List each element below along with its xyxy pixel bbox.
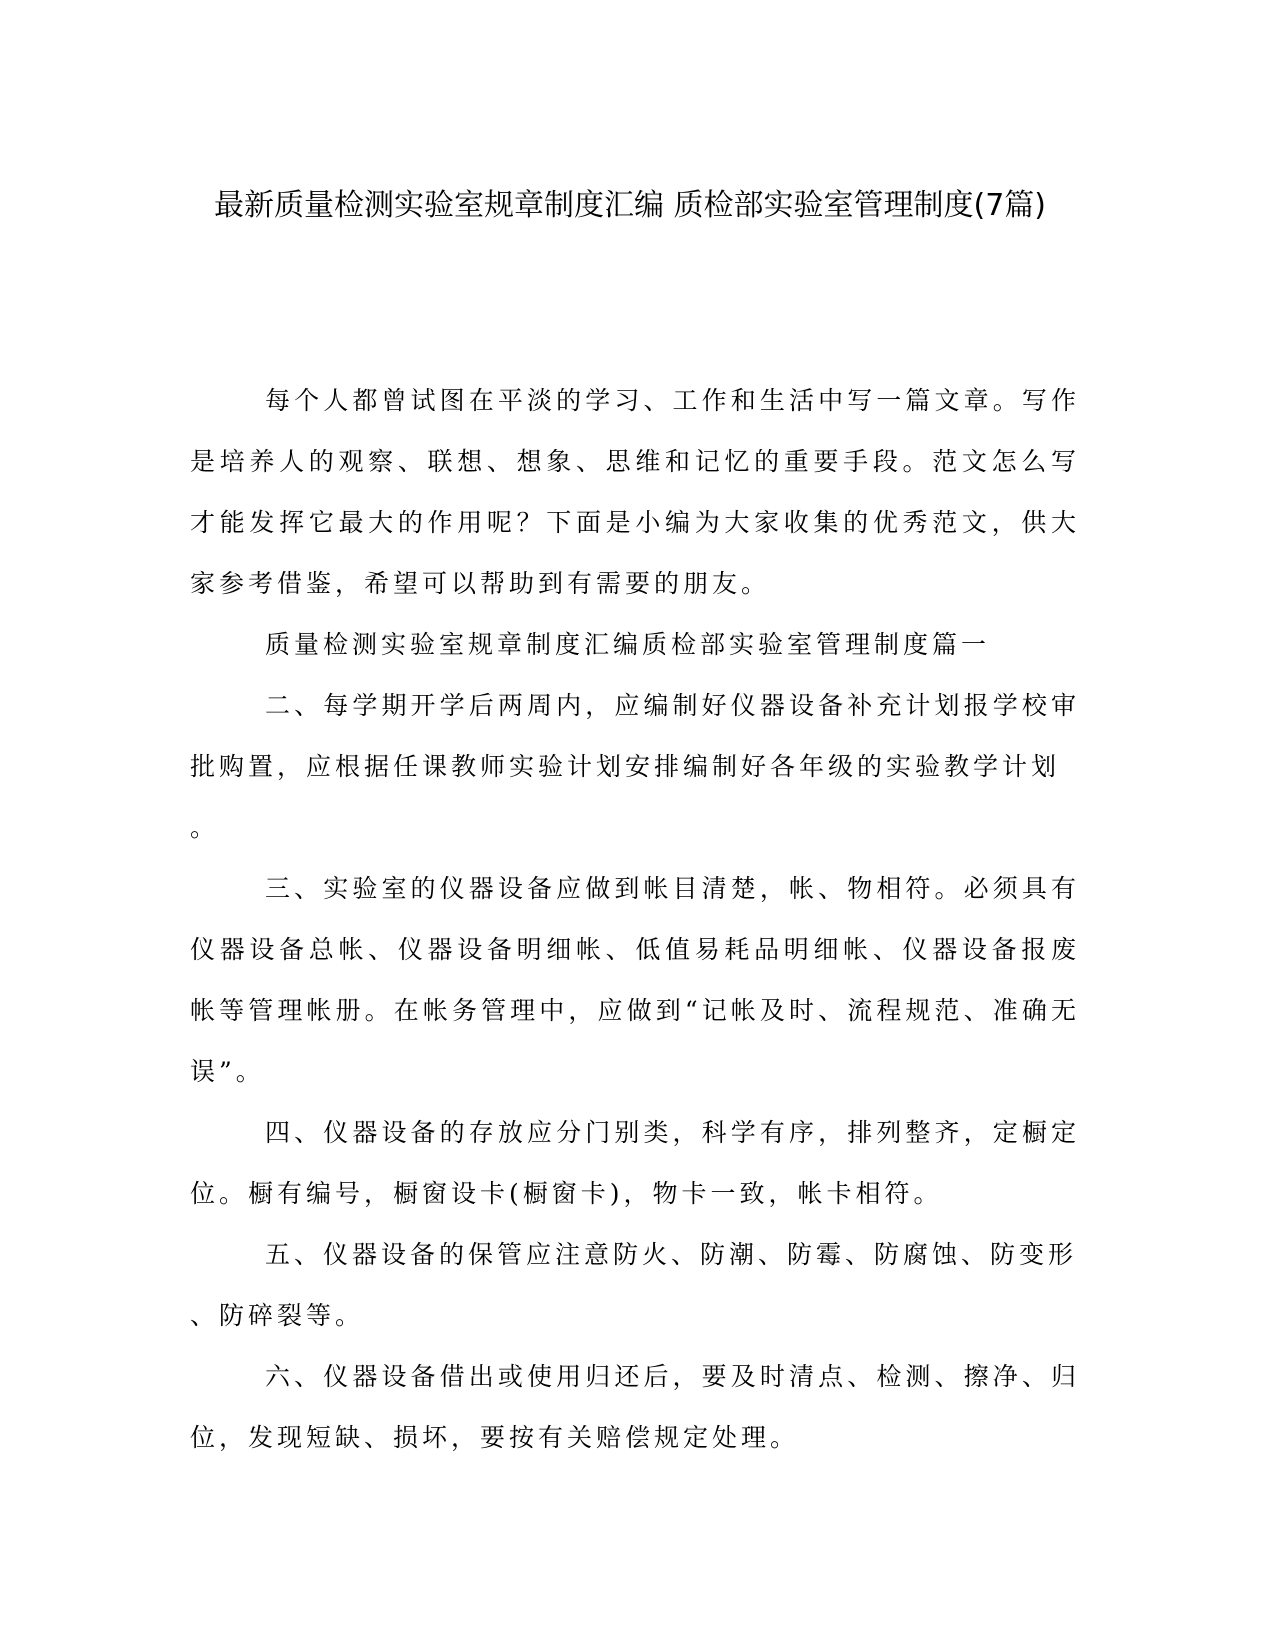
rule-paragraph-2: 二、每学期开学后两周内，应编制好仪器设备补充计划报学校审批购置，应根据任课教师实验计划安排编制好各年级的实验教学计划: [190, 691, 1080, 781]
intro-paragraph: 每个人都曾试图在平淡的学习、工作和生活中写一篇文章。写作是培养人的观察、联想、想象、思维和记忆的重要手段。范文怎么写才能发挥它最大的作用呢？下面是小编为大家收集的优秀范文，供大家参考借鉴，希望可以帮助到有需要的朋友。: [190, 386, 1080, 598]
rule-paragraph-6: 六、仪器设备借出或使用归还后，要及时清点、检测、擦净、归位，发现短缺、损坏，要按有关赔偿规定处理。: [190, 1362, 1080, 1452]
rule-paragraph-3: 三、实验室的仪器设备应做到帐目清楚，帐、物相符。必须具有仪器设备总帐、仪器设备明细帐、低值易耗品明细帐、仪器设备报废帐等管理帐册。在帐务管理中，应做到“记帐及时、流程规范、准确无误”。: [190, 874, 1080, 1086]
document-body: [190, 370, 1080, 1468]
rule-paragraph-5-tail: 、防碎裂等。: [190, 1301, 365, 1330]
document-title: 最新质量检测实验室规章制度汇编 质检部实验室管理制度(7篇): [213, 188, 1047, 223]
rule-paragraph-4: 四、仪器设备的存放应分门别类，科学有序，排列整齐，定橱定位。橱有编号，橱窗设卡(橱窗卡)，物卡一致，帐卡相符。: [190, 1118, 1080, 1208]
rule-paragraph-2-tail: 。: [190, 813, 220, 842]
rule-paragraph-5: 五、仪器设备的保管应注意防火、防潮、防霉、防腐蚀、防变形: [265, 1240, 1078, 1269]
section-heading: 质量检测实验室规章制度汇编质检部实验室管理制度篇一: [265, 630, 991, 659]
